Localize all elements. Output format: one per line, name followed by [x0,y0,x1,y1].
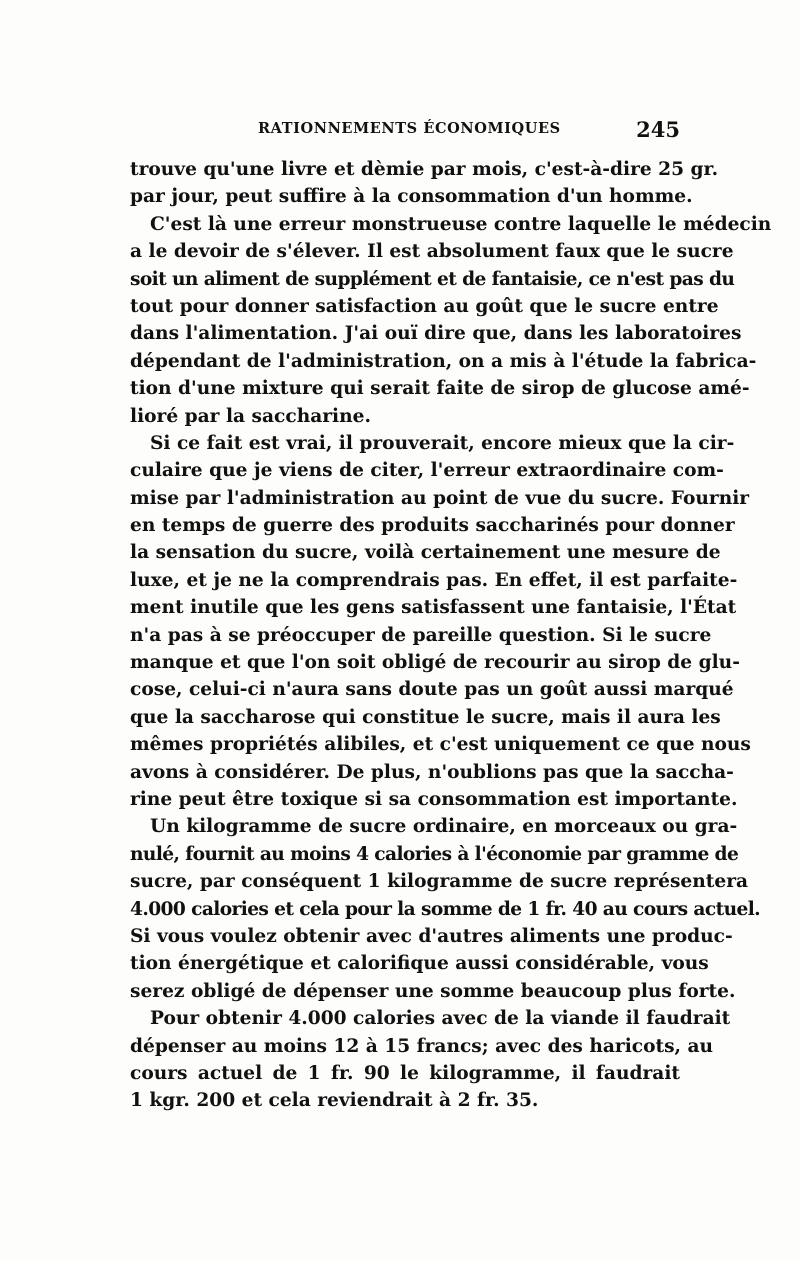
text-line: dépenser au moins 12 à 15 francs; avec des haricots, au [130,1035,714,1057]
text-line: Si ce fait est vrai, il prouverait, encore mieux que la cir- [150,432,735,454]
text-line: manque et que l'on soit obligé de recourir au sirop de glu- [130,652,740,674]
running-head [130,117,680,142]
text-line: culaire que je viens de citer, l'erreur extraordinaire com- [130,460,724,482]
text-line: rine peut être toxique si sa consommation est importante. [130,788,738,810]
text-line: 1 kgr. 200 et cela reviendrait à 2 fr. 35. [130,1090,539,1112]
text-line: 4.000 calories et cela pour la somme de 1 fr. 40 au cours actuel. [130,898,761,920]
text-line: en temps de guerre des produits saccharinés pour donner [130,515,735,537]
text-line: soit un aliment de supplément et de fantaisie, ce n'est pas du [130,268,735,290]
text-line: serez obligé de dépenser une somme beaucoup plus forte. [130,980,736,1002]
text-line: Pour obtenir 4.000 calories avec de la viande il faudrait [150,1008,731,1030]
text-line: avons à considérer. De plus, n'oublions pas que la saccha- [130,761,734,783]
body-text [130,156,772,1115]
text-line: Si vous voulez obtenir avec d'autres aliments une produc- [130,925,733,947]
text-line: dépendant de l'administration, on a mis à l'étude la fabrica- [130,350,757,372]
text-line: dans l'alimentation. J'ai ouï dire que, dans les laboratoires [130,323,742,345]
text-line: C'est là une erreur monstrueuse contre laquelle le médecin [150,213,772,235]
text-line: que la saccharose qui constitue le sucre, mais il aura les [130,706,721,728]
text-line: ment inutile que les gens satisfassent une fantaisie, l'État [130,597,737,619]
text-line: n'a pas à se préoccuper de pareille question. Si le sucre [130,624,712,646]
text-line: tion énergétique et calorifique aussi considérable, vous [130,953,709,975]
text-line: Un kilogramme de sucre ordinaire, en morceaux ou gra- [150,816,738,838]
text-line: nulé, fournit au moins 4 calories à l'économie par gramme de [130,843,739,865]
text-line: cose, celui-ci n'aura sans doute pas un goût aussi marqué [130,679,734,701]
text-line: trouve qu'une livre et dèmie par mois, c'est-à-dire 25 gr. [130,159,719,180]
text-line: a le devoir de s'élever. Il est absolument faux que le sucre [130,241,734,263]
text-line: sucre, par conséquent 1 kilogramme de sucre représentera [130,871,749,893]
text-line: lioré par la saccharine. [130,405,371,427]
text-line: mise par l'administration au point de vue du sucre. Fournir [130,487,750,509]
text-line: tout pour donner satisfaction au goût que le sucre entre [130,295,719,317]
text-line: la sensation du sucre, voilà certainement une mesure de [130,542,721,564]
page-number: 245 [636,117,680,142]
text-line: mêmes propriétés alibiles, et c'est uniquement ce que nous [130,734,751,756]
text-line: cours actuel de 1 fr. 90 le kilogramme, il faudrait [130,1062,680,1084]
text-line: luxe, et je ne la comprendrais pas. En effet, il est parfaite- [130,569,738,591]
running-head-title: RATIONNEMENTS ÉCONOMIQUES [258,120,561,137]
text-line: tion d'une mixture qui serait faite de sirop de glucose amé- [130,378,750,400]
text-line: par jour, peut suffire à la consommation d'un homme. [130,186,693,208]
